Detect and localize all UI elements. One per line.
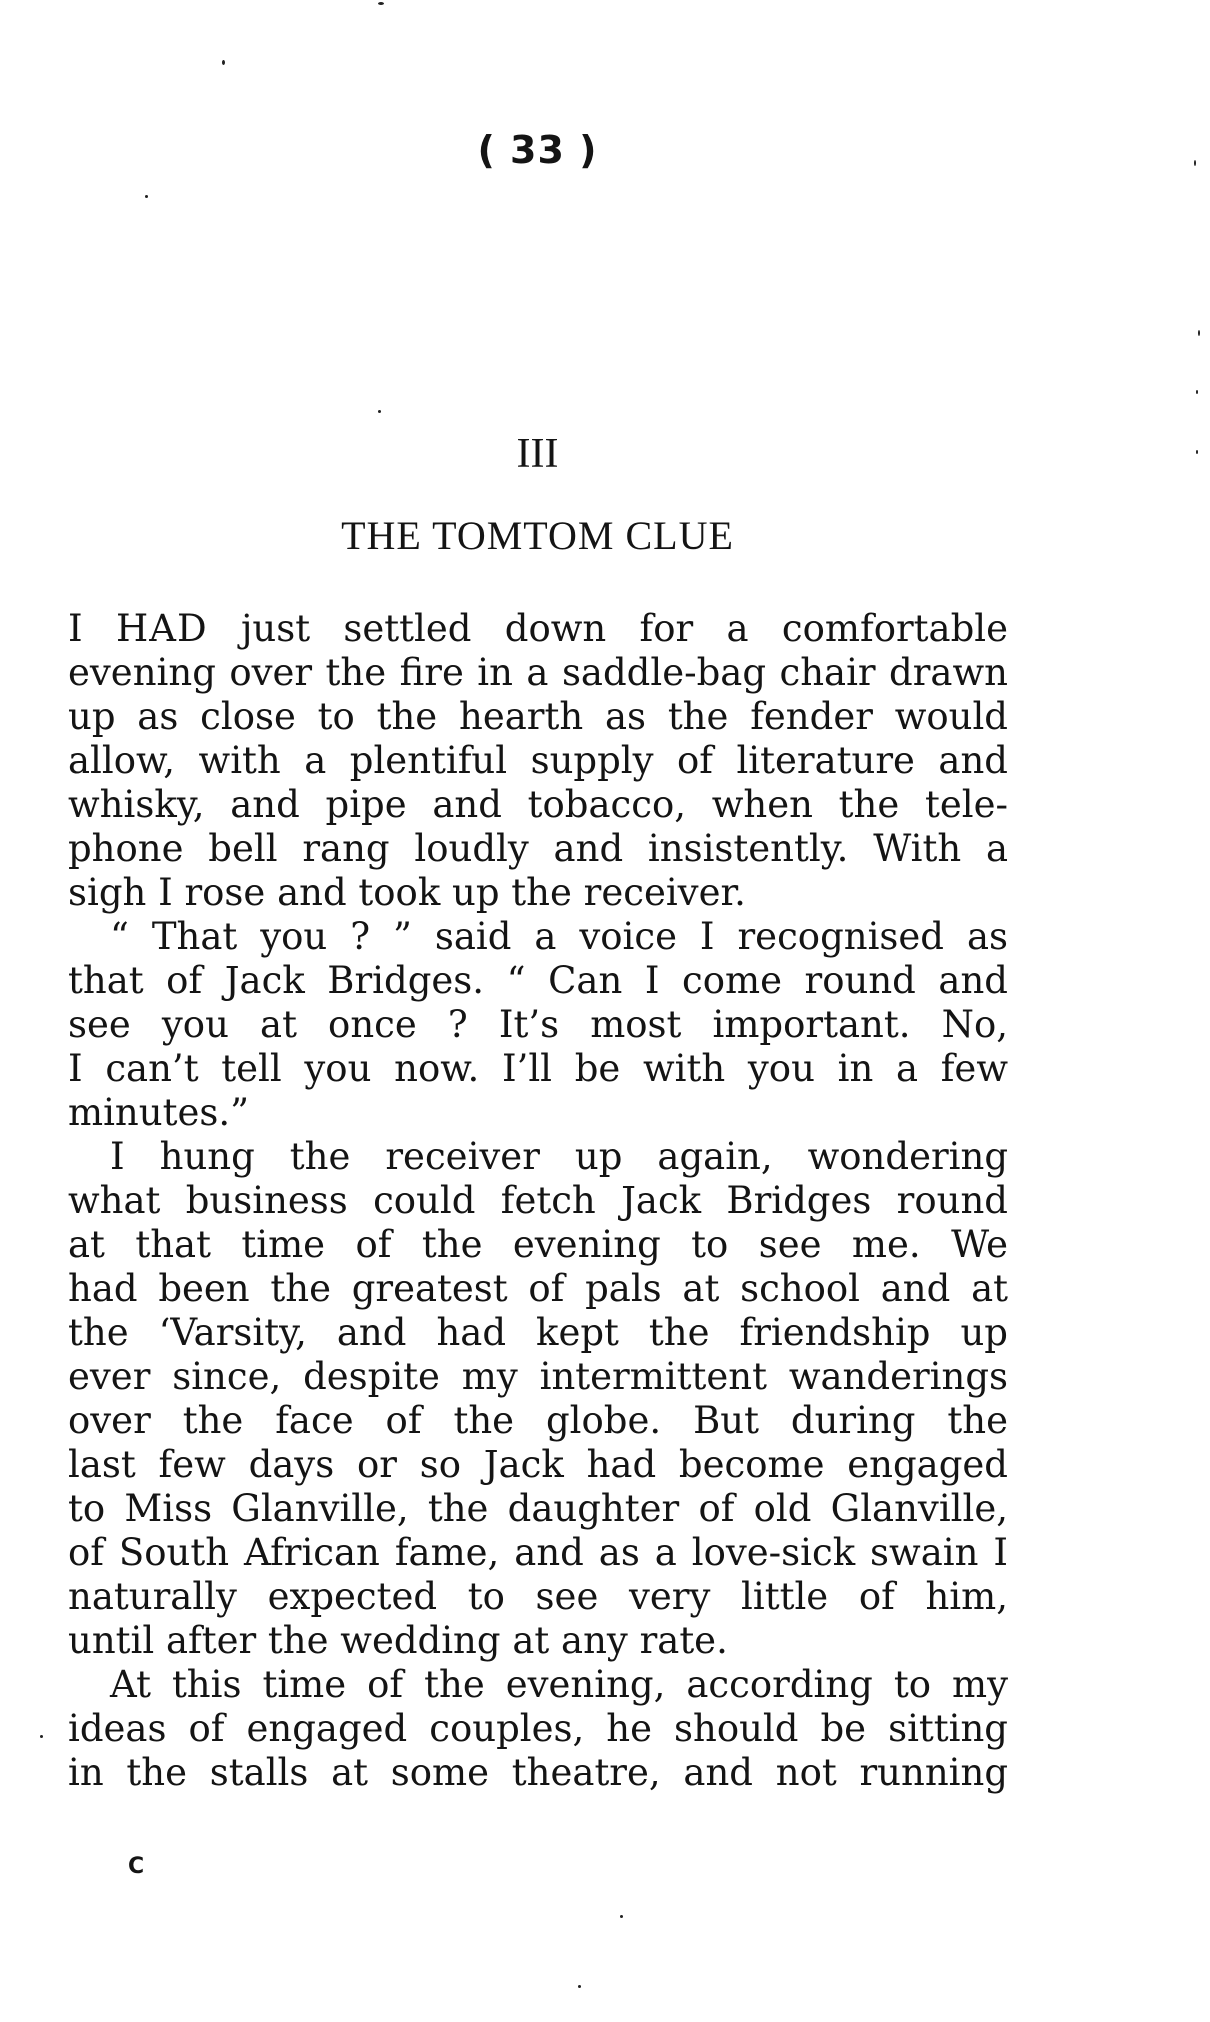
- first-line-rest: just settled down for a comfortable: [240, 607, 1009, 650]
- text-line-12: minutes.”: [68, 1091, 250, 1134]
- text-line-18: ever since, despite my intermittent wanderings: [68, 1355, 1008, 1398]
- text-line-25: At this time of the evening, according to my: [110, 1663, 1008, 1706]
- text-line-6: phone bell rang loudly and insistently. With a: [68, 827, 1008, 870]
- text-line-15: at that time of the evening to see me. We: [68, 1223, 1008, 1266]
- text-line-2: evening over the fire in a saddle-bag chair drawn: [68, 651, 1008, 694]
- text-line-7: sigh I rose and took up the receiver.: [68, 871, 746, 914]
- text-line-26: ideas of engaged couples, he should be sitting: [68, 1707, 1008, 1750]
- text-line-19: over the face of the globe. But during the: [68, 1399, 1008, 1442]
- signature-mark: C: [128, 1854, 145, 1879]
- text-line-22: of South African fame, and as a love-sick swain I: [68, 1531, 1008, 1574]
- text-line-5: whisky, and pipe and tobacco, when the tele-: [68, 783, 1008, 826]
- scan-speck: [40, 1735, 43, 1738]
- scan-speck: [1196, 390, 1198, 394]
- scan-speck: [620, 1915, 623, 1918]
- text-line-21: to Miss Glanville, the daughter of old Glanville,: [68, 1487, 1008, 1530]
- text-line-10: see you at once ? It’s most important. No,: [68, 1003, 1008, 1046]
- scan-speck: [1198, 330, 1200, 336]
- scan-speck: [222, 60, 225, 65]
- scan-speck: [1196, 450, 1198, 454]
- text-line-8: “ That you ? ” said a voice I recognised as: [110, 915, 1008, 958]
- body-text: [68, 607, 1008, 1795]
- text-line-9: that of Jack Bridges. “ Can I come round and: [68, 959, 1008, 1002]
- text-line-27: in the stalls at some theatre, and not running: [68, 1751, 1008, 1794]
- text-line-14: what business could fetch Jack Bridges round: [68, 1179, 1008, 1222]
- scan-speck: [1194, 160, 1196, 166]
- chapter-title: THE TOMTOM CLUE: [341, 513, 734, 558]
- text-line-4: allow, with a plentiful supply of literature and: [68, 739, 1008, 782]
- text-line-13: I hung the receiver up again, wondering: [110, 1135, 1008, 1178]
- chapter-number: III: [516, 431, 559, 477]
- text-line-1: [68, 607, 1008, 651]
- scan-speck: [378, 2, 384, 5]
- text-line-23: naturally expected to see very little of him,: [68, 1575, 1008, 1618]
- text-line-11: I can’t tell you now. I’ll be with you in a few: [68, 1047, 1008, 1090]
- scan-speck: [378, 410, 381, 413]
- page-number: ( 33 ): [477, 128, 598, 172]
- scan-speck: [145, 195, 148, 198]
- scan-speck: [578, 1985, 581, 1988]
- smallcaps-word: HAD: [115, 607, 208, 650]
- first-word: I: [68, 607, 83, 650]
- text-line-16: had been the greatest of pals at school and at: [68, 1267, 1008, 1310]
- text-line-24: until after the wedding at any rate.: [68, 1619, 728, 1662]
- text-line-3: up as close to the hearth as the fender would: [68, 695, 1008, 738]
- text-line-17: the ‘Varsity, and had kept the friendship up: [68, 1311, 1008, 1354]
- text-line-20: last few days or so Jack had become engaged: [68, 1443, 1008, 1486]
